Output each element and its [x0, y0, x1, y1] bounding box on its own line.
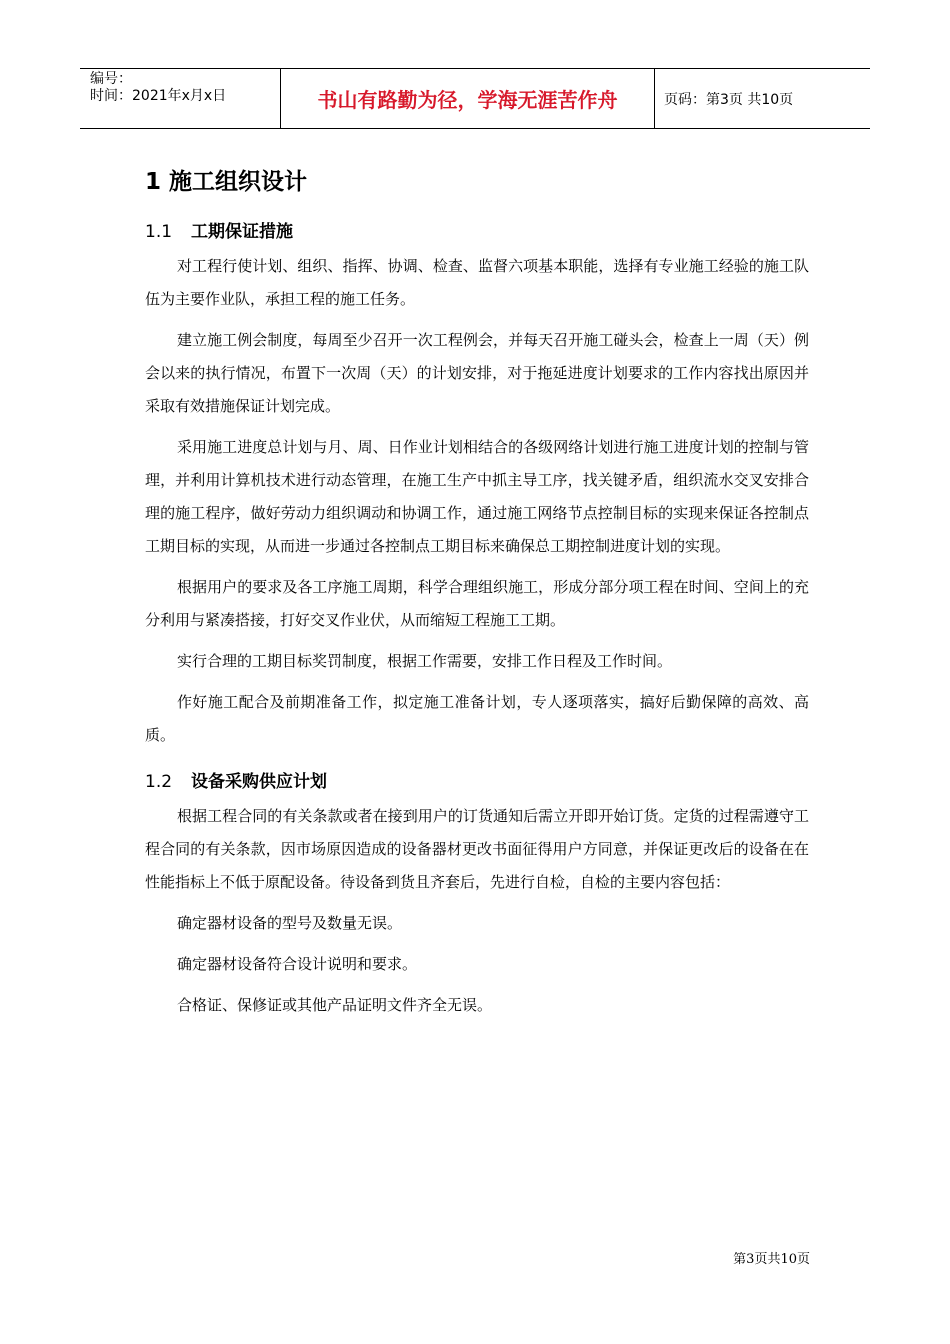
section-title: 设备采购供应计划 [191, 772, 327, 792]
paragraph: 确定器材设备符合设计说明和要求。 [177, 955, 418, 973]
section-title: 工期保证措施 [191, 222, 293, 242]
section-heading [145, 768, 809, 796]
document-number-label: 编号： [90, 71, 132, 87]
page-header [80, 68, 870, 129]
section-number: 1.2 [145, 772, 173, 792]
section-number: 1.1 [145, 222, 173, 242]
document-body [145, 160, 809, 1030]
paragraph: 对工程行使计划、组织、指挥、协调、检查、监督六项基本职能，选择有专业施工经验的施工队伍为主要作业队，承担工程的施工任务。 [145, 257, 809, 308]
paragraph: 采用施工进度总计划与月、周、日作业计划相结合的各级网络计划进行施工进度计划的控制与管理，并利用计算机技术进行动态管理，在施工生产中抓主导工序，找关键矛盾，组织流水交叉安排合理的施工程序，做好劳动力组织调动和协调工作，通过施工网络节点控制目标的实现来保证各控制点工期目标的实现，从而进一步通过各控制点工期目标来确保总工期控制进度计划的实现。 [145, 438, 809, 555]
document-time-label: 时间：2021年x月x日 [90, 88, 227, 104]
header-meta [80, 69, 281, 128]
paragraph: 根据用户的要求及各工序施工周期，科学合理组织施工，形成分部分项工程在时间、空间上的充分利用与紧凑搭接，打好交叉作业伏，从而缩短工程施工工期。 [145, 578, 809, 629]
paragraph: 建立施工例会制度，每周至少召开一次工程例会，并每天召开施工碰头会，检查上一周（天）例会以来的执行情况，布置下一次周（天）的计划安排，对于拖延进度计划要求的工作内容找出原因并采取有效措施保证计划完成。 [145, 331, 809, 415]
section-heading [145, 218, 809, 246]
paragraph: 确定器材设备的型号及数量无误。 [177, 914, 403, 932]
header-motto: 书山有路勤为径，学海无涯苦作舟 [281, 69, 655, 128]
paragraph: 作好施工配合及前期准备工作，拟定施工准备计划，专人逐项落实，搞好后勤保障的高效、高质。 [145, 693, 809, 744]
chapter-title: 1 施工组织设计 [145, 169, 308, 195]
paragraph: 实行合理的工期目标奖罚制度，根据工作需要，安排工作日程及工作时间。 [177, 652, 673, 670]
page-footer: 第3页共10页 [733, 1252, 810, 1267]
header-page-info: 页码：第3页 共10页 [664, 91, 794, 108]
paragraph: 合格证、保修证或其他产品证明文件齐全无误。 [177, 996, 493, 1014]
paragraph: 根据工程合同的有关条款或者在接到用户的订货通知后需立开即开始订货。定货的过程需遵守工程合同的有关条款，因市场原因造成的设备器材更改书面征得用户方同意，并保证更改后的设备在在性能指标上不低于原配设备。待设备到货且齐套后，先进行自检，自检的主要内容包括： [145, 807, 809, 891]
